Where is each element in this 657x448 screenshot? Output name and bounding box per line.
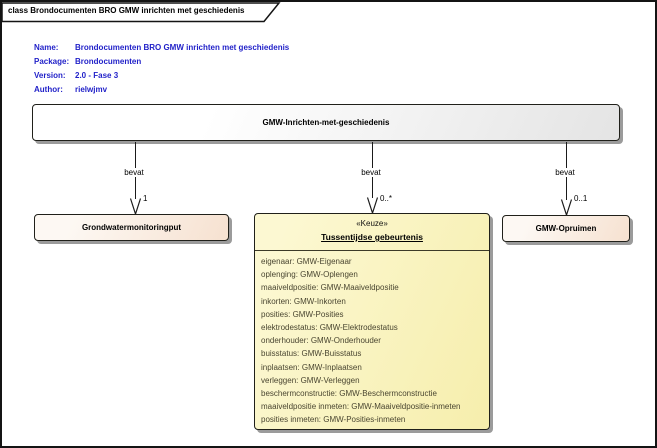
open-arrowhead-icon [366,197,379,214]
attribute-row: beschermconstructie: GMW-Beschermconstructie [261,389,437,399]
attribute-row: verleggen: GMW-Verleggen [261,375,360,385]
meta-value: Brondocumenten [75,57,142,66]
open-arrowhead-icon [129,198,142,215]
meta-label: Version: [34,71,66,80]
connector-multiplicity: 0..* [380,194,393,203]
class-gmw-inrichten-met-geschiedenis[interactable] [32,104,620,141]
stereotype-label: «Keuze» [356,219,388,228]
attribute-row: inkorten: GMW-Inkorten [261,296,346,306]
diagram-frame-tab [2,2,292,23]
attribute-row: buisstatus: GMW-Buisstatus [261,349,362,359]
attribute-row: posities: GMW-Posities [261,309,344,319]
diagram-metadata [34,43,289,99]
attribute-row: onderhouder: GMW-Onderhouder [261,336,381,346]
connector-label: bevat [124,168,144,177]
meta-row-version [34,71,289,85]
meta-value: 2.0 - Fase 3 [75,71,119,80]
attribute-row: maaiveldpositie inmeten: GMW-Maaiveldpositie-inmeten [261,402,461,412]
class-title: Grondwatermonitoringput [81,223,182,232]
class-title: Tussentijdse gebeurtenis [321,232,423,242]
meta-value: Brondocumenten BRO GMW inrichten met geschiedenis [75,43,290,52]
attribute-row: maaiveldpositie: GMW-Maaiveldpositie [261,283,399,293]
class-title: GMW-Inrichten-met-geschiedenis [262,118,390,127]
connector-label: bevat [361,168,381,177]
class-tussentijdse-gebeurtenis[interactable] [254,213,490,430]
diagram-title: class Brondocumenten BRO GMW inrichten met geschiedenis [8,6,245,15]
meta-row-name [34,43,289,57]
connector-multiplicity: 1 [143,194,148,203]
class-title: GMW-Opruimen [535,224,597,233]
connector-label: bevat [555,168,575,177]
open-arrowhead-icon [560,199,573,216]
meta-row-package [34,57,289,71]
class-header [255,214,489,251]
meta-label: Name: [34,43,59,52]
meta-value: rielwjmv [75,85,108,94]
connector-multiplicity: 0..1 [574,194,588,203]
class-gmw-opruimen[interactable] [502,215,630,242]
attribute-row: inplaatsen: GMW-Inplaatsen [261,362,362,372]
meta-row-author [34,85,289,99]
class-grondwatermonitoringput[interactable] [34,214,229,241]
attribute-row: elektrodestatus: GMW-Elektrodestatus [261,323,398,333]
attribute-row: eigenaar: GMW-Eigenaar [261,257,352,266]
meta-label: Package: [34,57,70,66]
meta-label: Author: [34,85,63,94]
attribute-row: oplenging: GMW-Oplengen [261,270,358,280]
attribute-row: posities inmeten: GMW-Posities-inmeten [261,415,406,425]
attribute-list [255,251,489,427]
